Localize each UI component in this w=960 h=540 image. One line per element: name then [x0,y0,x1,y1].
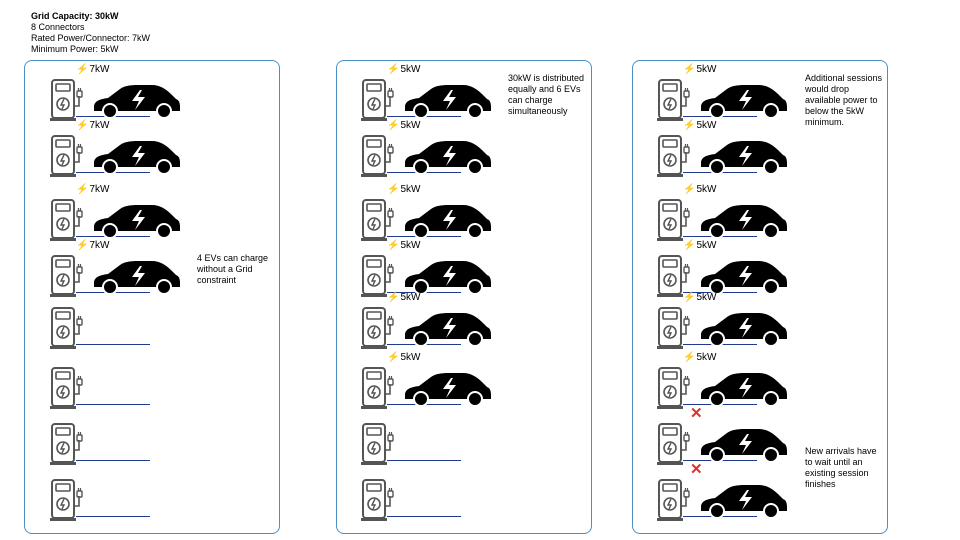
lightning-bolt-icon: ⚡ [683,64,696,75]
panel-1-note: 4 EVs can charge without a Grid constraint [197,253,269,285]
electric-car-icon [697,425,789,463]
charging-slot [361,184,481,240]
electric-car-icon [697,369,789,407]
charging-slot [50,352,170,408]
charging-slot [361,464,481,520]
electric-car-icon [697,309,789,347]
lightning-bolt-icon: ⚡ [76,120,89,131]
power-value: 5kW [400,292,421,303]
power-value: 5kW [696,184,717,195]
charging-slot [657,352,777,408]
power-label [683,64,716,76]
power-value: 5kW [696,64,717,75]
lightning-bolt-icon: ⚡ [683,240,696,251]
power-value: 5kW [400,184,421,195]
red-x-icon: ✕ [690,461,703,478]
charging-slot [361,352,481,408]
lightning-bolt-icon: ⚡ [76,240,89,251]
power-label [387,240,420,252]
electric-car-icon [401,201,493,239]
power-label [683,240,716,252]
lightning-bolt-icon: ⚡ [683,292,696,303]
charging-slot [657,461,777,520]
power-label [387,292,420,304]
charging-slot [361,240,481,296]
power-label [76,184,109,196]
slot-underline [387,516,461,517]
panel-3-note-capacity: Additional sessions would drop available power to below the 5kW minimum. [805,73,883,127]
electric-car-icon [401,257,493,295]
power-value: 5kW [400,240,421,251]
electric-car-icon [401,81,493,119]
charging-slot [657,292,777,348]
electric-car-icon [697,201,789,239]
electric-car-icon [90,137,182,175]
power-value: 7kW [89,240,110,251]
power-value: 5kW [696,240,717,251]
header-line-rated-power: Rated Power/Connector: 7kW [31,33,151,43]
charging-slot [50,64,170,120]
lightning-bolt-icon: ⚡ [76,184,89,195]
charging-slot [50,408,170,464]
slot-underline [76,516,150,517]
lightning-bolt-icon: ⚡ [683,352,696,363]
charging-slot [657,240,777,296]
lightning-bolt-icon: ⚡ [387,64,400,75]
electric-car-icon [697,137,789,175]
power-label [387,184,420,196]
lightning-bolt-icon: ⚡ [76,64,89,75]
power-label [76,120,109,132]
charging-slot [50,240,170,296]
slot-underline [76,404,150,405]
electric-car-icon [697,257,789,295]
power-value: 7kW [89,64,110,75]
electric-car-icon [401,137,493,175]
power-value: 7kW [89,120,110,131]
electric-car-icon [697,481,789,519]
power-value: 5kW [696,292,717,303]
lightning-bolt-icon: ⚡ [683,184,696,195]
power-label [683,352,716,364]
charging-slot [657,184,777,240]
power-value: 5kW [400,120,421,131]
power-label [683,184,716,196]
power-label [76,240,109,252]
slot-underline [387,460,461,461]
electric-car-icon [401,369,493,407]
charging-slot [657,120,777,176]
panel-2-note: 30kW is distributed equally and 6 EVs can charge simultaneously [508,73,585,116]
lightning-bolt-icon: ⚡ [387,240,400,251]
power-value: 5kW [400,64,421,75]
electric-car-icon [90,201,182,239]
power-label [387,64,420,76]
header-title: Grid Capacity: 30kW [31,11,119,21]
lightning-bolt-icon: ⚡ [387,292,400,303]
charging-slot [50,464,170,520]
slot-underline [76,344,150,345]
charging-slot [361,408,481,464]
charging-slot [50,184,170,240]
header-line-connectors: 8 Connectors [31,22,85,32]
power-label [387,120,420,132]
electric-car-icon [697,81,789,119]
charging-slot [361,292,481,348]
charging-slot [50,120,170,176]
power-value: 5kW [696,120,717,131]
red-x-icon: ✕ [690,405,703,422]
electric-car-icon [401,309,493,347]
power-value: 5kW [400,352,421,363]
charging-slot [50,292,170,348]
lightning-bolt-icon: ⚡ [387,120,400,131]
charging-slot [657,405,777,464]
charging-slot [657,64,777,120]
power-label [683,292,716,304]
power-value: 7kW [89,184,110,195]
electric-car-icon [90,257,182,295]
power-label [683,120,716,132]
power-label [76,64,109,76]
header-line-minimum-power: Minimum Power: 5kW [31,44,119,54]
power-value: 5kW [696,352,717,363]
panel-3-note-waiting: New arrivals have to wait until an existing session finishes [805,446,877,489]
charging-slot [361,64,481,120]
power-label [387,352,420,364]
charging-slot [361,120,481,176]
lightning-bolt-icon: ⚡ [683,120,696,131]
electric-car-icon [90,81,182,119]
lightning-bolt-icon: ⚡ [387,184,400,195]
grid-capacity-header [31,11,150,55]
lightning-bolt-icon: ⚡ [387,352,400,363]
slot-underline [76,460,150,461]
